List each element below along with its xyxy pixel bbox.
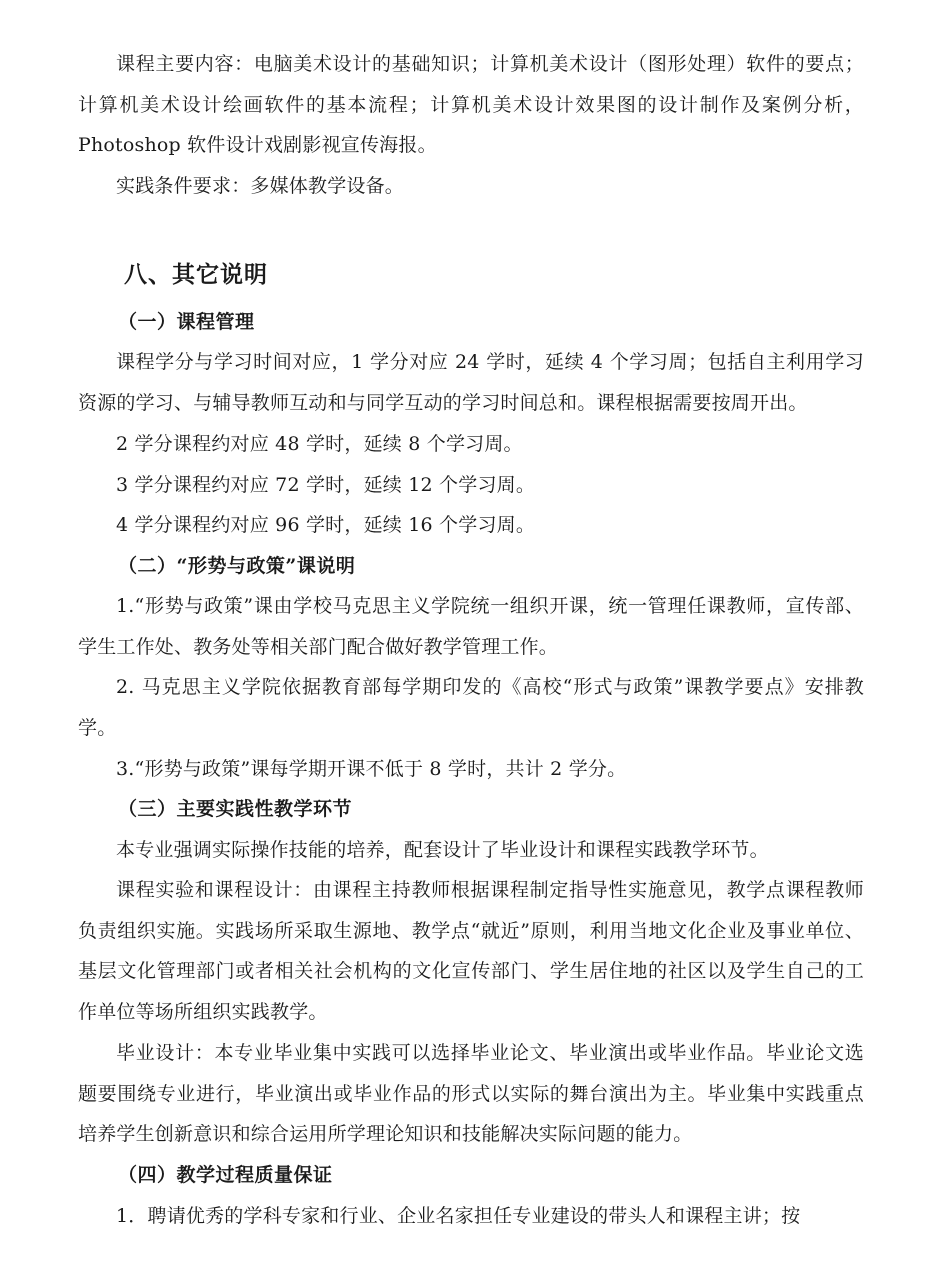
- paragraph-policy-1: 1.“形势与政策”课由学校马克思主义学院统一组织开课，统一管理任课教师，宣传部、学生工作处、教务处等相关部门配合做好教学管理工作。: [78, 595, 864, 658]
- paragraph-3-credit: 3 学分课程约对应 72 学时，延续 12 个学习周。: [116, 474, 536, 496]
- chapter-title: 八、其它说明: [124, 261, 268, 288]
- paragraph-quality-1: 1．聘请优秀的学科专家和行业、企业名家担任专业建设的带头人和课程主讲；按: [116, 1205, 801, 1227]
- paragraph-policy-3: 3.“形势与政策”课每学期开课不低于 8 学时，共计 2 学分。: [116, 758, 627, 780]
- section-title-practice: （三）主要实践性教学环节: [118, 798, 353, 820]
- paragraph-practice-conditions: 实践条件要求：多媒体教学设备。: [116, 175, 405, 197]
- paragraph-practice-2: 课程实验和课程设计：由课程主持教师根据课程制定指导性实施意见，教学点课程教师负责组织实施。实践场所采取生源地、教学点“就近”原则，利用当地文化企业及事业单位、基层文化管理部门或者相关社会机构的文化宣传部门、学生居住地的社区以及学生自己的工作单位等场所组织实践教学。: [78, 879, 864, 1023]
- section-title-quality: （四）教学过程质量保证: [118, 1164, 333, 1186]
- paragraph-policy-2: 2. 马克思主义学院依据教育部每学期印发的《高校“形式与政策”课教学要点》安排教学。: [78, 676, 864, 739]
- section-title-course-management: （一）课程管理: [118, 311, 255, 333]
- paragraph-course-content: 课程主要内容：电脑美术设计的基础知识；计算机美术设计（图形处理）软件的要点；计算机美术设计绘画软件的基本流程；计算机美术设计效果图的设计制作及案例分析，Photoshop 软件设计戏剧影视宣传海报。: [78, 53, 864, 157]
- paragraph-credit-hours: 课程学分与学习时间对应，1 学分对应 24 学时，延续 4 个学习周；包括自主利用学习资源的学习、与辅导教师互动和与同学互动的学习时间总和。课程根据需要按周开出。: [78, 351, 864, 414]
- paragraph-4-credit: 4 学分课程约对应 96 学时，延续 16 个学习周。: [116, 514, 536, 536]
- paragraph-practice-1: 本专业强调实际操作技能的培养，配套设计了毕业设计和课程实践教学环节。: [116, 839, 769, 861]
- paragraph-2-credit: 2 学分课程约对应 48 学时，延续 8 个学习周。: [116, 433, 523, 455]
- section-title-policy-course: （二）“形势与政策”课说明: [118, 555, 356, 577]
- paragraph-practice-3: 毕业设计：本专业毕业集中实践可以选择毕业论文、毕业演出或毕业作品。毕业论文选题要围绕专业进行，毕业演出或毕业作品的形式以实际的舞台演出为主。毕业集中实践重点培养学生创新意识和综合运用所学理论知识和技能解决实际问题的能力。: [78, 1042, 864, 1146]
